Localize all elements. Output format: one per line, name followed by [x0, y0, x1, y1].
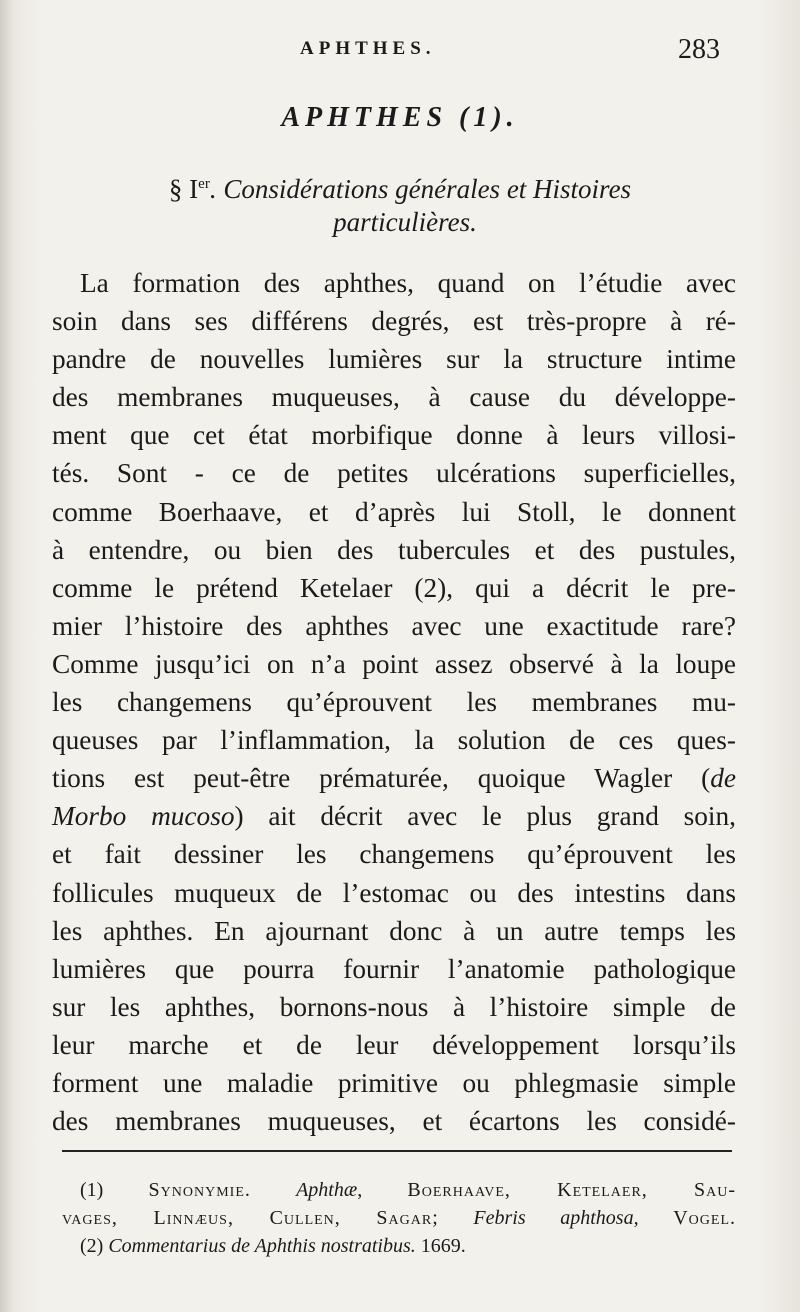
body-line: ment que cet état morbifique donne à leurs villosi- — [52, 420, 736, 451]
body-line: à entendre, ou bien des tubercules et des pustules, — [52, 534, 736, 565]
running-title: APHTHES. — [300, 38, 436, 59]
body-line: des membranes muqueuses, à cause du développe- — [52, 382, 736, 413]
section-heading-line1: § Ier. Considérations générales et Histoires — [168, 174, 632, 204]
footnote-2-number: (2) — [80, 1235, 104, 1257]
footnote-2 — [80, 1232, 736, 1260]
body-line: comme le prétend Ketelaer (2), qui a décrit le pre- — [52, 572, 736, 603]
body-line: lumières que pourra fournir l’anatomie pathologique — [52, 953, 736, 984]
body-line: comme Boerhaave, et d’après lui Stoll, le donnent — [52, 496, 736, 527]
running-head — [0, 34, 800, 70]
body-line: Morbo mucoso) ait décrit avec le plus grand soin, — [52, 801, 736, 832]
footnote-rule — [62, 1150, 732, 1152]
body-line: La formation des aphthes, quand on l’étudie avec — [80, 268, 736, 298]
body-line: soin dans ses différens degrés, est très-propre à ré- — [52, 306, 736, 337]
body-line: pandre de nouvelles lumières sur la structure intime — [52, 344, 736, 375]
footnote-1-continued — [62, 1204, 736, 1232]
footnote-2-year: 1669. — [420, 1235, 466, 1257]
footnote-1-author-last: Vogel. — [673, 1207, 737, 1229]
body-line: des membranes muqueuses, et écartons les considé- — [52, 1106, 736, 1137]
body-line: queuses par l’inflammation, la solution de ces ques- — [52, 725, 736, 756]
body-line: les aphthes. En ajournant donc à un autre temps les — [52, 915, 736, 946]
section-marker: § I — [168, 174, 199, 204]
footnote-1-label: Synonymie. — [148, 1179, 251, 1201]
body-line: forment une maladie primitive ou phlegmasie simple — [52, 1067, 736, 1098]
footnote-1: (1) Synonymie. Aphthæ, Boerhaave, Ketelaer, Sau- — [80, 1179, 736, 1201]
footnote-1-authors: Boerhaave, Ketelaer, Sau- — [407, 1179, 736, 1201]
footnote-1-authors-cont: vages, Linnæus, Cullen, Sagar; — [62, 1207, 439, 1229]
section-title-line2: particulières. — [333, 207, 477, 237]
footnote-1-latin: Aphthæ — [296, 1179, 358, 1201]
body-line: tés. Sont - ce de petites ulcérations superficielles, — [52, 458, 736, 489]
body-line: Comme jusqu’ici on n’a point assez observé à la loupe — [52, 648, 736, 679]
body-line: mier l’histoire des aphthes avec une exactitude rare? — [52, 610, 736, 641]
footnote-1-number: (1) — [80, 1179, 104, 1201]
footnotes — [62, 1176, 737, 1260]
page-number: 283 — [678, 34, 720, 65]
footnote-1-latin2: Febris aphthosa, — [473, 1207, 639, 1229]
section-heading — [60, 166, 740, 237]
body-line: follicules muqueux de l’estomac ou des intestins dans — [52, 877, 736, 908]
chapter-title: APHTHES (1). — [281, 102, 519, 133]
body-line: et fait dessiner les changemens qu’éprouvent les — [52, 839, 736, 870]
section-title-line1: Considérations générales et Histoires — [223, 174, 632, 204]
body-line: sur les aphthes, bornons-nous à l’histoire simple de — [52, 991, 736, 1022]
body-line: tions est peut-être prématurée, quoique Wagler (de — [52, 763, 736, 794]
body-text — [52, 264, 736, 1140]
footnote-2-title: Commentarius de Aphthis nostratibus. — [108, 1235, 416, 1257]
body-line: les changemens qu’éprouvent les membranes mu- — [52, 687, 736, 718]
section-marker-sup: er — [198, 176, 210, 192]
body-line: leur marche et de leur développement lorsqu’ils — [52, 1029, 736, 1060]
